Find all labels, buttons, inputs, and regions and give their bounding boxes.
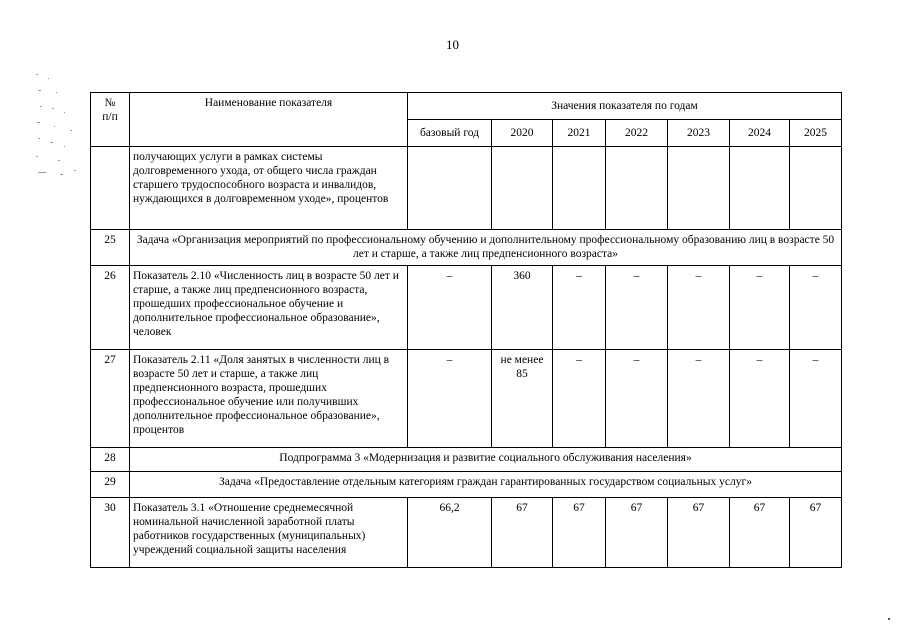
indicator-name: получающих услуги в рамках системы долговременного ухода, от общего числа граждан старшего трудоспособного возраста и инвалидов, нуждающихся в долговременном уходе», процентов <box>130 147 408 230</box>
value-2024: 67 <box>730 498 790 568</box>
value-2022 <box>606 147 668 230</box>
row-number: 25 <box>91 230 130 266</box>
row-number <box>91 147 130 230</box>
row-number: 29 <box>91 472 130 498</box>
row-number: 27 <box>91 350 130 448</box>
section-title: Подпрограмма 3 «Модернизация и развитие социального обслуживания населения» <box>130 448 842 472</box>
value-2022: – <box>606 350 668 448</box>
section-title: Задача «Предоставление отдельным категориям граждан гарантированных государством социальных услуг» <box>130 472 842 498</box>
value-2023: – <box>668 266 730 350</box>
table-row <box>91 266 842 350</box>
table-row <box>91 498 842 568</box>
value-2023: – <box>668 350 730 448</box>
value-2025: 67 <box>790 498 842 568</box>
value-base <box>408 147 492 230</box>
value-2024: – <box>730 350 790 448</box>
value-2023: 67 <box>668 498 730 568</box>
section-title: Задача «Организация мероприятий по профессиональному обучению и дополнительному профессиональному образованию лиц в возрасте 50 лет и старше, а также лиц предпенсионного возраста» <box>130 230 842 266</box>
value-base: – <box>408 266 492 350</box>
page-number: 10 <box>446 37 459 52</box>
table-row-section <box>91 472 842 498</box>
value-2025: – <box>790 266 842 350</box>
value-2020: 360 <box>492 266 553 350</box>
scan-artifact <box>34 72 84 192</box>
value-2021: – <box>553 266 606 350</box>
header-num: № п/п <box>91 93 130 147</box>
header-year-2021: 2021 <box>553 120 606 147</box>
indicator-name: Показатель 2.11 «Доля занятых в численности лиц в возрасте 50 лет и старше, а также лиц предпенсионного возраста, прошедших профессиональное обучение или получивших дополнительное профессиональное образование», процентов <box>130 350 408 448</box>
value-base: – <box>408 350 492 448</box>
value-2025: – <box>790 350 842 448</box>
row-number: 30 <box>91 498 130 568</box>
table-row-section <box>91 448 842 472</box>
value-2020 <box>492 147 553 230</box>
value-2020: не менее 85 <box>492 350 553 448</box>
row-number: 28 <box>91 448 130 472</box>
value-2023 <box>668 147 730 230</box>
header-year-2023: 2023 <box>668 120 730 147</box>
header-name: Наименование показателя <box>130 93 408 147</box>
value-2021: 67 <box>553 498 606 568</box>
value-2024 <box>730 147 790 230</box>
scan-dot <box>888 618 890 620</box>
header-year-base: базовый год <box>408 120 492 147</box>
value-2021 <box>553 147 606 230</box>
header-year-2024: 2024 <box>730 120 790 147</box>
table-row-section <box>91 230 842 266</box>
indicator-name: Показатель 3.1 «Отношение среднемесячной номинальной начисленной заработной платы работников государственных (муниципальных) учреждений социальной защиты населения <box>130 498 408 568</box>
value-2021: – <box>553 350 606 448</box>
value-2024: – <box>730 266 790 350</box>
table-row <box>91 350 842 448</box>
value-2022: – <box>606 266 668 350</box>
value-base: 66,2 <box>408 498 492 568</box>
indicator-name: Показатель 2.10 «Численность лиц в возрасте 50 лет и старше, а также лиц предпенсионного возраста, прошедших профессиональное обучение и дополнительное профессиональное образование», человек <box>130 266 408 350</box>
indicators-table <box>90 92 842 568</box>
header-year-2025: 2025 <box>790 120 842 147</box>
value-2020: 67 <box>492 498 553 568</box>
row-number: 26 <box>91 266 130 350</box>
header-year-2020: 2020 <box>492 120 553 147</box>
header-year-2022: 2022 <box>606 120 668 147</box>
table-row <box>91 147 842 230</box>
value-2022: 67 <box>606 498 668 568</box>
header-row-main <box>91 93 842 120</box>
header-values-group: Значения показателя по годам <box>408 93 842 120</box>
value-2025 <box>790 147 842 230</box>
